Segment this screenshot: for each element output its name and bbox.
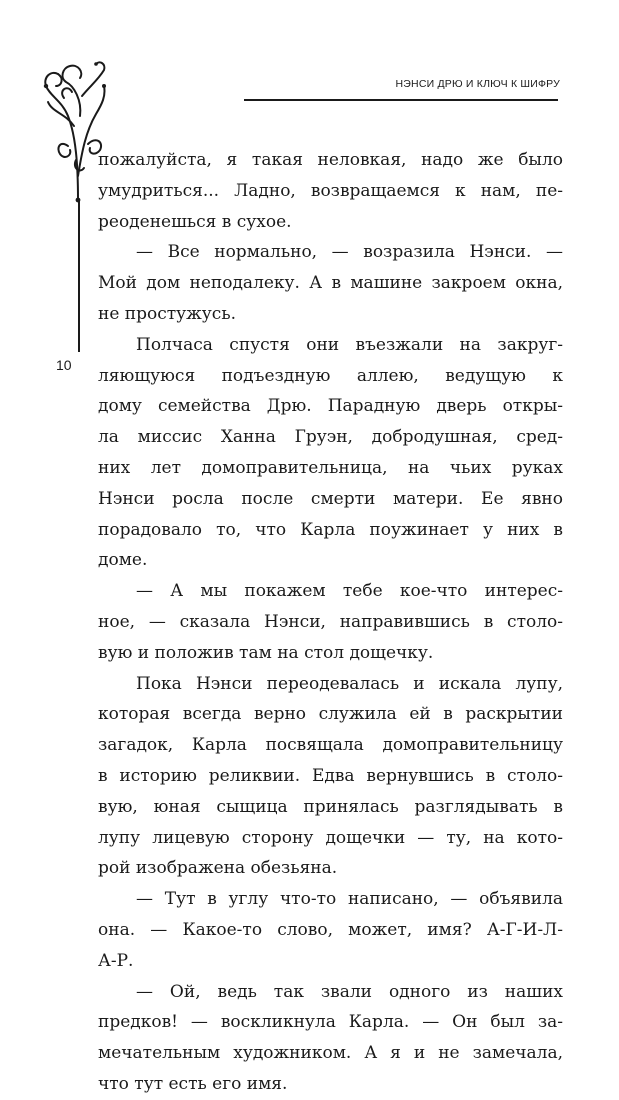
text-line: пожалуйста, я такая неловкая, надо же было (98, 150, 563, 170)
text-line: вую, юная сыщица принялась разглядывать в (98, 796, 563, 817)
text-line: Мой дом неподалеку. А в машине закроем окна, (98, 273, 563, 294)
text-line: Полчаса спустя они въезжали на закруг- (136, 334, 563, 355)
text-line: них лет домоправительница, на чьих руках (98, 457, 563, 478)
text-line: мечательным художником. А я и не замечала, (98, 1043, 563, 1064)
running-title: НЭНСИ ДРЮ И КЛЮЧ К ШИФРУ (395, 78, 560, 90)
header-rule (244, 99, 558, 101)
text-line: дому семейства Дрю. Парадную дверь откры- (98, 396, 563, 417)
text-line: в историю реликвии. Едва вернувшись в столо- (98, 765, 563, 786)
text-line: не простужусь. (98, 303, 236, 324)
page-number: 10 (56, 357, 72, 373)
text-line: загадок, Карла посвящала домоправительницу (98, 735, 563, 756)
text-line: — Все нормально, — возразила Нэнси. — (136, 242, 563, 263)
text-line: Нэнси росла после смерти матери. Ее явно (98, 488, 563, 509)
text-line: которая всегда верно служила ей в раскрытии (98, 704, 563, 725)
text-line: лупу лицевую сторону дощечки — ту, на кото- (98, 827, 563, 848)
text-line: вую и положив там на стол дощечку. (98, 642, 434, 663)
text-line: порадовало то, что Карла поужинает у них в (98, 519, 563, 540)
left-vertical-rule (78, 200, 80, 352)
text-line: ла миссис Ханна Груэн, добродушная, сред- (98, 427, 563, 448)
text-line: — Тут в углу что-то написано, — объявила (136, 889, 563, 910)
text-line: что тут есть его имя. (98, 1073, 288, 1094)
text-line: умудриться... Ладно, возвращаемся к нам, пе- (98, 180, 563, 201)
text-line: — А мы покажем тебе кое-что интерес- (136, 581, 563, 602)
text-line: реоденешься в сухое. (98, 211, 292, 232)
text-line: рой изображена обезьяна. (98, 858, 338, 879)
text-line: ляющуюся подъездную аллею, ведущую к (98, 365, 563, 386)
text-line: Пока Нэнси переодевалась и искала лупу, (136, 673, 563, 694)
text-line: ное, — сказала Нэнси, направившись в столо- (98, 611, 563, 632)
text-line: доме. (98, 550, 148, 571)
text-line: предков! — воскликнула Карла. — Он был за- (98, 1012, 563, 1033)
text-line: А-Р. (98, 950, 134, 971)
body-text (98, 145, 563, 1100)
text-line: — Ой, ведь так звали одного из наших (136, 981, 563, 1002)
text-line: она. — Какое-то слово, может, имя? А-Г-И-Л- (98, 919, 563, 940)
